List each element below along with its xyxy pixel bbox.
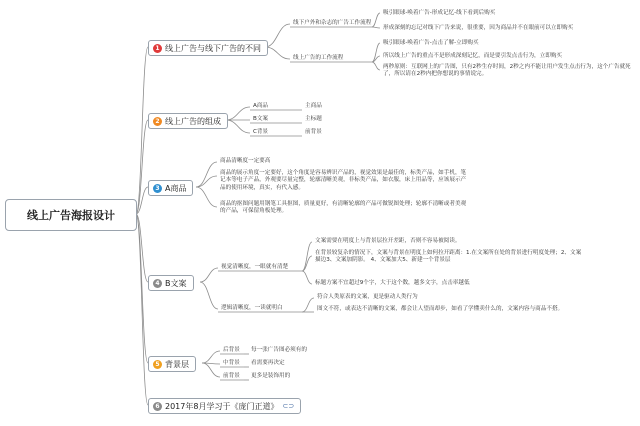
number-6-badge: 6 — [153, 402, 162, 411]
connector-line — [196, 162, 217, 187]
connector-line — [202, 351, 220, 363]
b4-sub-visual: 视觉清晰度，一眼就有清楚 — [221, 264, 289, 270]
connector-line — [302, 271, 312, 284]
connector-line — [200, 268, 218, 282]
b5-leaf: 更多是装饰用的 — [251, 373, 291, 379]
b5-leaf: 看需要再决定 — [251, 360, 285, 366]
b1-leaf: 形成深刻的忘记对线下广告来说，很重要，因为商品并不在眼前可以立即购买 — [383, 25, 574, 31]
b1-sub-online: 线上广告的工作流程 — [293, 55, 344, 61]
connector-line — [372, 62, 380, 70]
b4-sub-logic: 逻辑清晰度，一读就明白 — [221, 305, 283, 311]
b5-sub: 前背景 — [223, 373, 240, 379]
b1-leaf: 两秒原则：互联网上的广告图，只有2秒生存时间，2秒之内不能让用户发生点击行为，这个广告就死了，所以请在2秒内把你想说的事情说完。 — [383, 64, 631, 78]
b2-sub: B文案 — [253, 116, 269, 122]
connector-line — [302, 298, 314, 312]
branch-6[interactable] — [148, 398, 301, 414]
connector-line — [265, 47, 290, 59]
connector-line — [202, 363, 220, 377]
b2-sub: A商品 — [253, 103, 269, 109]
branch-6-label: 2017年8月学习于《庞门正道》 — [165, 401, 279, 411]
b2-sub: C背景 — [253, 129, 269, 135]
root-topic[interactable] — [5, 199, 137, 231]
number-5-badge: 5 — [153, 360, 162, 369]
link-icon[interactable]: ⊂⊃ — [282, 402, 295, 410]
branch-5-label: 背景层 — [165, 359, 189, 369]
b2-leaf: 主商品 — [305, 103, 322, 109]
number-4-badge: 4 — [153, 279, 162, 288]
branch-2-label: 线上广告的组成 — [165, 116, 221, 126]
b1-leaf: 所以线上广告的重点不是形成深刻记忆，而是要引发点击行为，立即购买 — [383, 53, 563, 59]
root-to-branch-1 — [136, 47, 148, 214]
number-1-badge: 1 — [153, 44, 162, 53]
branch-2[interactable] — [148, 113, 228, 129]
branch-1-label: 线上广告与线下广告的不同 — [165, 43, 261, 53]
b5-sub: 后背景 — [223, 347, 240, 353]
root-title: 线上广告海报设计 — [27, 209, 115, 222]
b4-leaf: 符合人类原表的文案，更是驱动人类行为 — [317, 294, 418, 300]
connector-line — [226, 107, 250, 120]
branch-3-label: A商品 — [165, 183, 187, 193]
connector-line — [226, 120, 250, 133]
b4-leaf: 文案需要在明度上与背景层拉开差距，否则不容易被阅读。 — [315, 238, 461, 244]
connector-line — [196, 187, 217, 207]
number-3-badge: 3 — [153, 184, 162, 193]
b1-leaf: 吸引眼球-唤着广告-形成记忆-线下看到后购买 — [383, 10, 496, 16]
b4-leaf: 标题方案不宜超过9个字，大于这个数，越多文字，点击率越低 — [315, 280, 470, 286]
b3-leaf: 商品的展示角度一定要好，这个角度是容易辨识产品的，视觉效果是最佳的，标类产品，如手机，笔记本等电子产品，外观要尽量完整，轮廓清晰美观，非标类产品，如衣服，床上用品等，应该展示产品的使用环境，真实，有代入感。 — [220, 170, 467, 191]
b4-leaf: 在背景较复杂的情况下，文案与背景在明度上如何拉开距离：1.在文案所在处的背景进行明度处理；2、文案描边3、文案加阴影。 4、文案加大5、新建一个背景层 — [315, 250, 582, 264]
b5-leaf: 每一张广告图必须有的 — [251, 347, 307, 353]
b5-sub: 中背景 — [223, 360, 240, 366]
root-to-branch-6 — [136, 214, 148, 405]
b3-leaf: 商品清晰度一定要高 — [220, 158, 271, 164]
branch-4-label: B文案 — [165, 278, 187, 288]
branch-1[interactable] — [148, 40, 268, 56]
connector-line — [372, 27, 380, 28]
b1-leaf: 吸引眼球-唤着广告-点击了解-立即购买 — [383, 40, 479, 46]
b2-leaf: 主标题 — [305, 116, 322, 122]
root-to-branch-5 — [136, 214, 148, 363]
number-2-badge: 2 — [153, 117, 162, 126]
b2-leaf: 前背景 — [305, 129, 322, 135]
connector-line — [200, 282, 218, 309]
branch-4[interactable] — [148, 275, 194, 291]
connector-line — [196, 176, 217, 187]
b1-sub-offline: 线下户外和杂志的广告工作流程 — [293, 20, 372, 26]
b4-leaf: 图文不符，或表达不清晰的文案，都会让人望而却步，如看了学懂卖什么的，文案内容与商品不搭。 — [317, 306, 564, 312]
branch-5[interactable] — [148, 356, 196, 372]
b3-leaf: 商品的抠图问题用钢笔工具抠图，质量更好，有清晰轮廓的产品可做锐图处理；轮廓不清晰或者美观的产品，可保留角板处理。 — [220, 201, 467, 215]
connector-line — [265, 24, 290, 47]
branch-3[interactable] — [148, 180, 193, 196]
connector-line — [372, 13, 380, 27]
